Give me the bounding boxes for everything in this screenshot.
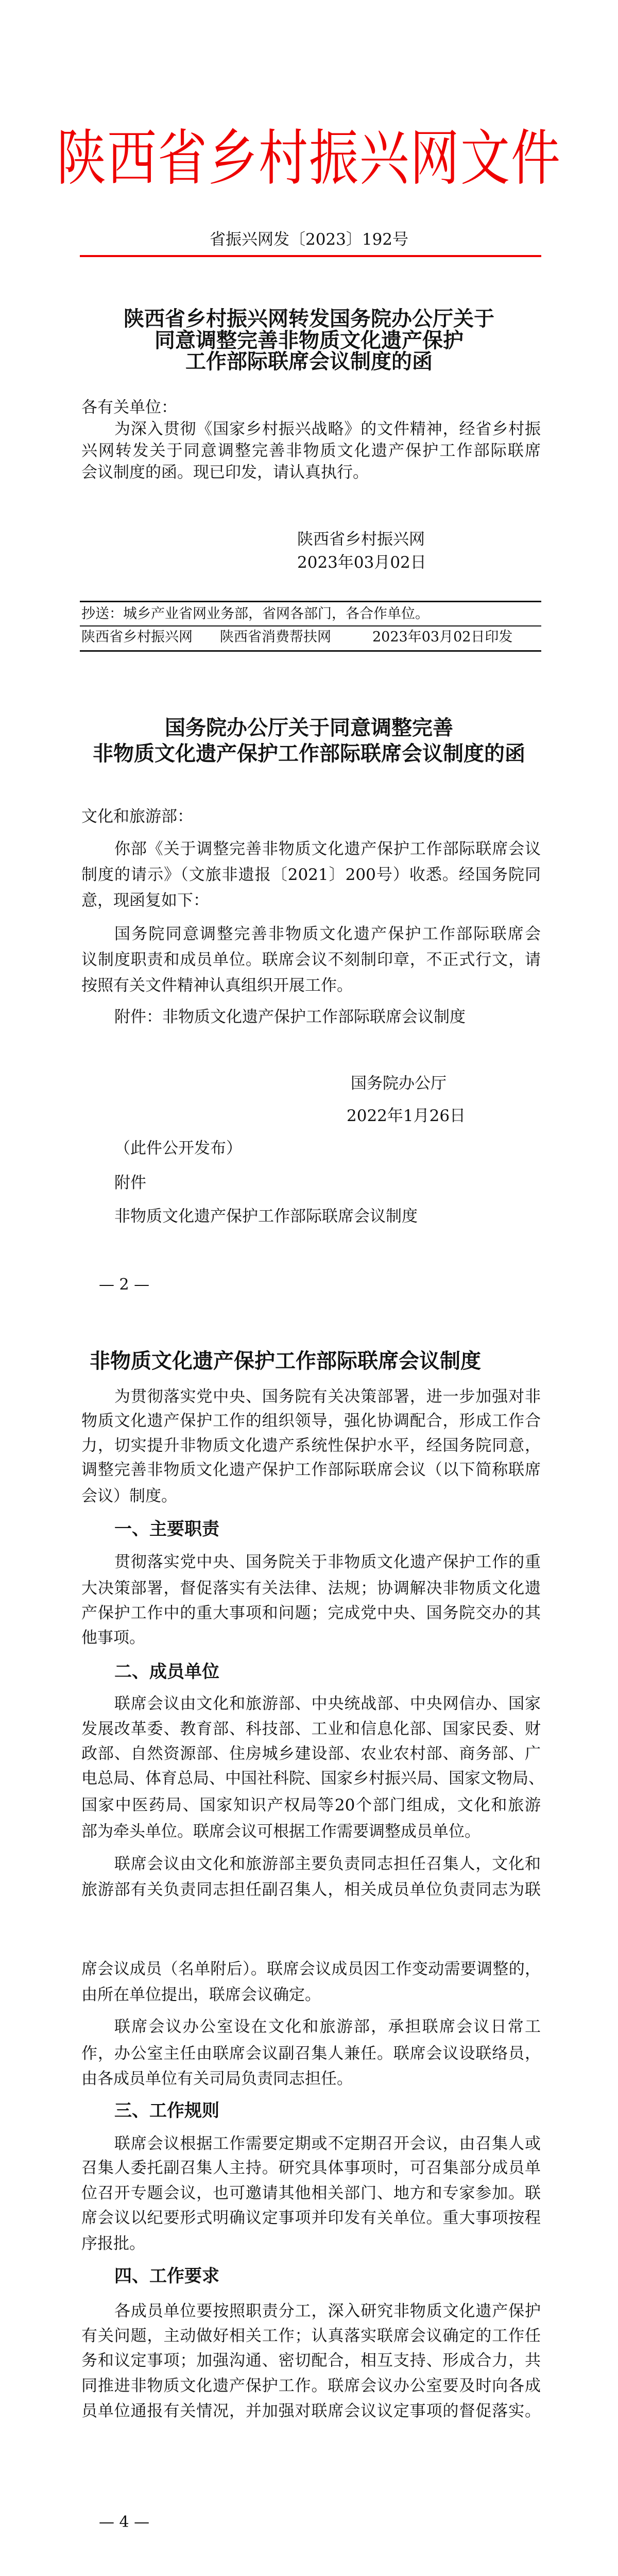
section-3-line: 位召开专题会议，也可邀请其他相关部门、地方和专家参加。联 xyxy=(81,2184,541,2202)
intro-line: 为贯彻落实党中央、国务院有关决策部署，进一步加强对非 xyxy=(114,1387,541,1406)
section-2-line: 联席会议由文化和旅游部、中央统战部、中央网信办、国家 xyxy=(114,1694,541,1713)
signature: 陕西省乡村振兴网 xyxy=(297,530,425,549)
doc2-paragraph-line: 你部《关于调整完善非物质文化遗产保护工作部际联席会议 xyxy=(114,840,541,858)
section-2-line: 旅游部有关负责同志担任副召集人，相关成员单位负责同志为联 xyxy=(81,1880,541,1899)
section-4-heading: 四、工作要求 xyxy=(114,2266,219,2286)
section-3-line: 联席会议根据工作需要定期或不定期召开会议，由召集人或 xyxy=(114,2134,541,2153)
doc1-salutation: 各有关单位： xyxy=(81,398,177,417)
section-2-line: 国家中医药局、国家知识产权局等20个部门组成，文化和旅游 xyxy=(81,1796,541,1815)
doc2-title-line: 非物质文化遗产保护工作部际联席会议制度的函 xyxy=(93,742,525,766)
section-2-line: 部为牵头单位。联席会议可根据工作需要调整成员单位。 xyxy=(81,1822,480,1841)
section-2-line: 联席会议办公室设在文化和旅游部，承担联席会议日常工 xyxy=(114,2018,541,2036)
section-1-line: 大决策部署，督促落实有关法律、法规；协调解决非物质文化遗 xyxy=(81,1579,541,1598)
document-number: 省振兴网发〔2023〕192号 xyxy=(209,230,409,249)
section-4-line: 员单位通报有关情况，并加强对联席会议议定事项的督促落实。 xyxy=(81,2402,541,2420)
office-signature: 国务院办公厅 xyxy=(351,1074,447,1093)
intro-line: 调整完善非物质文化遗产保护工作部际联席会议（以下简称联席 xyxy=(81,1461,541,1479)
intro-line: 会议）制度。 xyxy=(81,1487,177,1505)
section-2-line: 作，办公室主任由联席会议副召集人兼任。联席会议设联络员， xyxy=(81,2044,541,2063)
attachment-label: 附件 xyxy=(114,1174,146,1192)
signature-date: 2023年03月02日 xyxy=(297,553,426,572)
issuer-1: 陕西省乡村振兴网 xyxy=(81,629,193,645)
section-2-heading: 二、成员单位 xyxy=(114,1662,219,1682)
section-4-line: 务和议定事项；加强沟通、密切配合，相互支持、形成合力，共 xyxy=(81,2351,541,2370)
section-2-line: 政部、自然资源部、住房城乡建设部、农业农村部、商务部、广 xyxy=(81,1744,541,1763)
doc1-body-line: 会议制度的函。现已印发，请认真执行。 xyxy=(81,463,369,482)
doc2-title-line: 国务院办公厅关于同意调整完善 xyxy=(165,716,453,740)
issue-date: 2023年03月02日印发 xyxy=(372,629,513,645)
section-3-heading: 三、工作规则 xyxy=(114,2100,219,2121)
section-2-line: 由各成员单位有关司局负责同志担任。 xyxy=(81,2070,353,2088)
issuer-2: 陕西省消费帮扶网 xyxy=(220,629,331,645)
section-4-line: 有关问题，主动做好相关工作；认真落实联席会议确定的工作任 xyxy=(81,2327,541,2345)
intro-line: 力，切实提升非物质文化遗产系统性保护水平，经国务院同意， xyxy=(81,1436,541,1455)
doc2-paragraph-line: 国务院同意调整完善非物质文化遗产保护工作部际联席会 xyxy=(114,925,541,943)
office-date: 2022年1月26日 xyxy=(347,1107,466,1125)
doc1-body-line: 为深入贯彻《国家乡村振兴战略》的文件精神，经省乡村振 xyxy=(114,420,541,438)
section-3-line: 席会议以纪要形式明确议定事项并印发有关单位。重大事项按程 xyxy=(81,2209,541,2227)
doc1-title-line: 同意调整完善非物质文化遗产保护 xyxy=(154,329,464,352)
section-1-heading: 一、主要职责 xyxy=(114,1519,219,1539)
section-1-line: 产保护工作中的重大事项和问题；完成党中央、国务院交办的其 xyxy=(81,1604,541,1622)
cc-bottom-rule xyxy=(80,625,541,626)
doc1-title-line: 陕西省乡村振兴网转发国务院办公厅关于 xyxy=(124,307,494,331)
section-2-line: 发展改革委、教育部、科技部、工业和信息化部、国家民委、财 xyxy=(81,1720,541,1738)
masthead-title: 陕西省乡村振兴网文件 xyxy=(57,123,561,194)
attachment-title: 非物质文化遗产保护工作部际联席会议制度 xyxy=(90,1349,481,1373)
public-note: （此件公开发布） xyxy=(114,1139,242,1158)
intro-line: 物质文化遗产保护工作的组织领导，强化协调配合，形成工作合 xyxy=(81,1412,541,1430)
section-4-line: 各成员单位要按照职责分工，深入研究非物质文化遗产保护 xyxy=(114,2302,541,2320)
cc-top-rule xyxy=(80,601,541,602)
doc2-paragraph-line: 按照有关文件精神认真组织开展工作。 xyxy=(81,976,353,995)
issue-bottom-rule xyxy=(80,650,541,652)
section-2-line: 由所在单位提出，联席会议确定。 xyxy=(81,1986,321,2004)
section-2-line: 联席会议由文化和旅游部主要负责同志担任召集人，文化和 xyxy=(114,1855,541,1873)
doc2-salutation: 文化和旅游部： xyxy=(81,807,193,826)
page-number: — 4 — xyxy=(99,2513,150,2531)
doc1-body-line: 兴网转发关于同意调整完善非物质文化遗产保护工作部际联席 xyxy=(81,442,541,460)
cc-line: 抄送：城乡产业省网业务部，省网各部门，各合作单位。 xyxy=(81,606,429,622)
doc2-paragraph-line: 意，现函复如下： xyxy=(81,891,209,910)
section-1-line: 他事项。 xyxy=(81,1629,145,1647)
red-divider xyxy=(80,255,541,257)
section-1-line: 贯彻落实党中央、国务院关于非物质文化遗产保护工作的重 xyxy=(114,1553,541,1571)
doc1-title-line: 工作部际联席会议制度的函 xyxy=(185,350,433,374)
section-2-line: 电总局、体育总局、中国社科院、国家乡村振兴局、国家文物局、 xyxy=(81,1769,544,1788)
section-4-line: 同推进非物质文化遗产保护工作。联席会议办公室要及时向各成 xyxy=(81,2377,541,2395)
section-3-line: 召集人委托副召集人主持。研究具体事项时，可召集部分成员单 xyxy=(81,2159,541,2177)
doc2-attachment-note: 附件：非物质文化遗产保护工作部际联席会议制度 xyxy=(114,1008,466,1026)
section-3-line: 序报批。 xyxy=(81,2234,145,2253)
doc2-paragraph-line: 议制度职责和成员单位。联席会议不刻制印章，不正式行文，请 xyxy=(81,951,541,969)
section-2-line: 席会议成员（名单附后）。联席会议成员因工作变动需要调整的， xyxy=(81,1960,541,1978)
doc2-paragraph-line: 制度的请示》（文旅非遗报〔2021〕200号）收悉。经国务院同 xyxy=(81,866,541,884)
page-number: — 2 — xyxy=(99,1276,150,1294)
attachment-name: 非物质文化遗产保护工作部际联席会议制度 xyxy=(114,1207,418,1226)
